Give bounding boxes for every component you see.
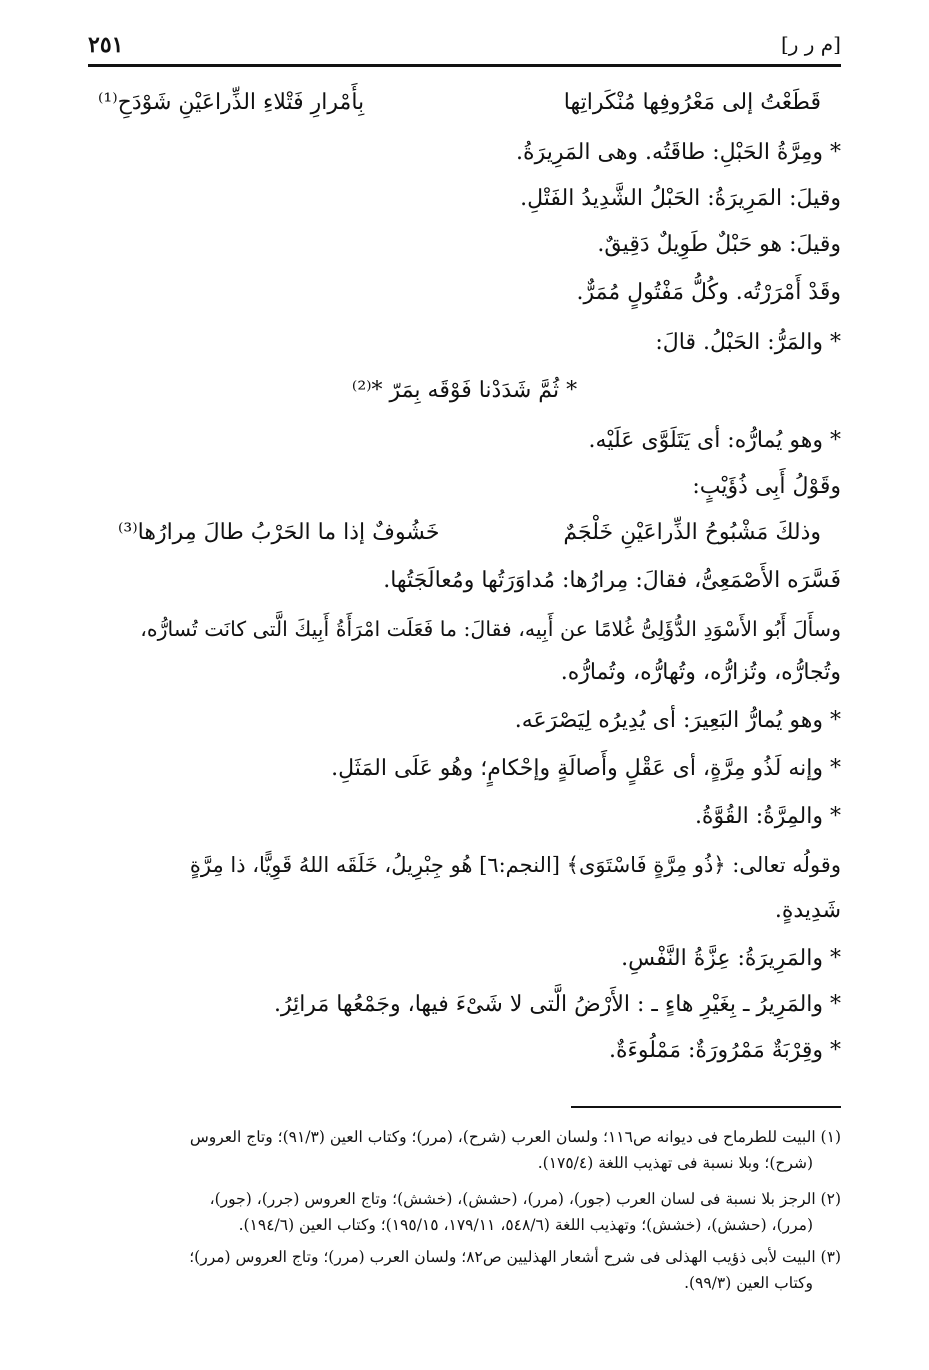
footnote-3-line-2: وكتاب العين (٩٩/٣). — [684, 1274, 813, 1292]
verse-1-first-hemistich: قَطَعْتُ إلى مَعْرُوفِها مُنْكَراتِها — [563, 90, 821, 115]
text-line: * وهو يُمارُّ البَعِيرَ: أى يُدِيرُه لِيَصْرَعَه. — [514, 708, 841, 733]
footnote-1 — [88, 1124, 841, 1176]
page-number: ٢٥١ — [88, 32, 124, 58]
footnote-3 — [88, 1244, 841, 1296]
text-line: * وقِرْبَةٌ مَمْرُورَةٌ: مَمْلُوءَةٌ. — [608, 1038, 841, 1063]
footnote-1-line-2: (شرح)؛ وبلا نسبة فى تهذيب اللغة (١٧٥/٤). — [537, 1154, 813, 1172]
verse-2-first-hemistich: وذلكَ مَشْبُوحُ الذِّراعَيْنِ خَلْجَمٌ — [563, 520, 821, 545]
verse-2-second-hemistich: خَشُوفٌ إذا ما الحَرْبُ طالَ مِرارُها⁽³⁾ — [118, 520, 440, 545]
footnote-2-line-2: (مرر)، (حشش)، (خشش)؛ وتهذيب اللغة (٥٤٨/٦، ١٧٩/١١، ١٩٥/١٥)؛ وكتاب العين (١٩٤/٦). — [238, 1216, 813, 1234]
verse-2 — [88, 516, 841, 550]
text-line: * والمَرِيرَةُ: عِزَّةُ النَّفْسِ. — [621, 946, 841, 971]
text-line: وقولُه تعالى: ﴿ذُو مِرَّةٍ فَاسْتَوَى﴾ [النجم:٦] هُو جِبْرِيلُ، خَلَقَه اللهُ قَوِيًّا، ذا مِرَّةٍ — [189, 853, 841, 877]
running-head-root: [م ر ر] — [780, 32, 841, 56]
text-line: * والمَرِيرُ ـ بِغَيْرِ هاءٍ ـ : الأَرْضُ الَّتى لا شَىْءَ فيها، وجَمْعُها مَرائِرُ. — [273, 992, 841, 1017]
text-line: وقَوْلُ أَبِى ذُؤَيْبٍ: — [692, 474, 841, 499]
rajaz-verse: * ثُمَّ شَدَدْنا فَوْقَه بِمَرّ *⁽²⁾ — [351, 378, 578, 403]
footnote-rule — [571, 1106, 841, 1108]
text-line: وسأَلَ أَبُو الأَسْوَدِ الدُّؤَلِىُّ غُلامًا عن أَبِيه، فقالَ: ما فَعَلَت امْرَأَةُ أَبِيكَ الَّتى كانَت تُسارُّه، — [140, 617, 841, 641]
text-line: وقَدْ أَمْرَرْتُه. وكُلُّ مَفْتُولٍ مُمَرٌّ. — [576, 280, 841, 305]
text-line: * والمِرَّةُ: القُوَّةُ. — [694, 804, 841, 829]
verse-1-second-hemistich: بِأَمْرارِ فَتْلاءِ الذِّراعَيْنِ شَوْدَحِ⁽¹⁾ — [98, 90, 365, 115]
text-line: شَدِيدةٍ. — [774, 898, 841, 923]
text-line: وتُجارُّه، وتُزارُّه، وتُهارُّه، وتُمارُّه. — [560, 660, 841, 685]
page-header — [88, 32, 841, 62]
footnote-2 — [88, 1186, 841, 1238]
text-line: * وإنه لَذُو مِرَّةٍ، أى عَقْلٍ وأَصالَةٍ وإحْكامٍ؛ وهُو عَلَى المَثَلِ. — [331, 756, 841, 781]
footnote-1-line-1: (١) البيت للطرماح فى ديوانه ص١١٦؛ ولسان العرب (شرح)، (مرر)؛ وكتاب العين (٩١/٣)؛ وتاج العروس — [189, 1128, 841, 1146]
footnote-2-line-1: (٢) الرجز بلا نسبة فى لسان العرب (جور)، (مرر)، (حشش)، (خشش)؛ وتاج العروس (جرر)، (جور)، — [209, 1190, 841, 1208]
text-line: وقيلَ: هو حَبْلٌ طَوِيلٌ دَقِيقٌ. — [597, 232, 841, 257]
text-line: * وهو يُمارُّه: أى يَتَلَوَّى عَلَيْه. — [588, 428, 841, 453]
text-line: فَسَّرَه الأَصْمَعِىُّ، فقالَ: مِرارُها: مُداوَرَتُها ومُعالَجَتُها. — [383, 568, 841, 593]
text-line: وقيلَ: المَرِيرَةُ: الحَبْلُ الشَّدِيدُ الفَتْلِ. — [520, 186, 841, 211]
text-line: * والمَرُّ: الحَبْلُ. قالَ: — [655, 330, 841, 355]
footnote-3-line-1: (٣) البيت لأبى ذؤيب الهذلى فى شرح أشعار الهذليين ص٨٢؛ ولسان العرب (مرر)؛ وتاج العروس (مرر)؛ — [189, 1248, 841, 1266]
header-rule — [88, 64, 841, 67]
text-line: * ومِرَّةُ الحَبْلِ: طاقَتُه. وهى المَرِيرَةُ. — [516, 140, 841, 165]
verse-1 — [88, 86, 841, 120]
